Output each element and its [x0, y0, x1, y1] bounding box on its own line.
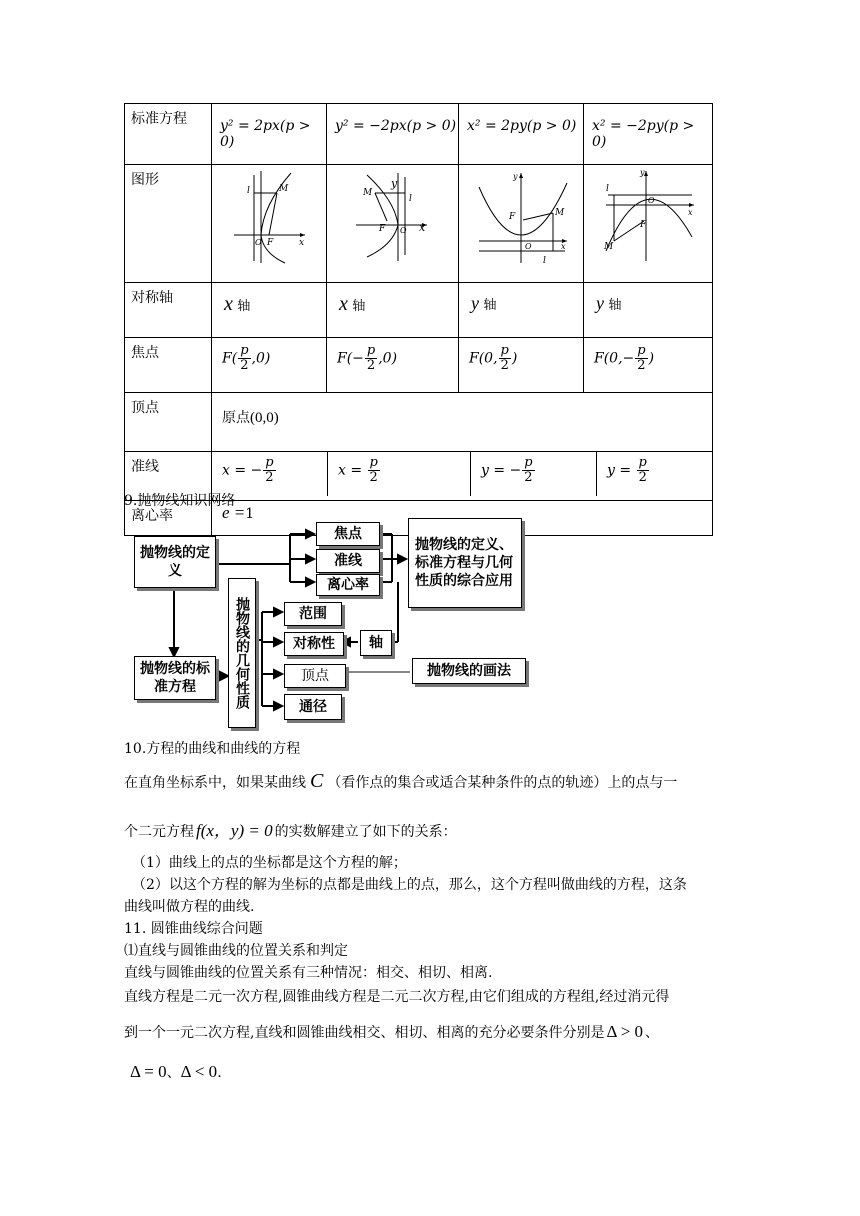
focus-suffix: ,0)	[378, 350, 398, 367]
box-vertex: 顶点	[284, 664, 346, 688]
condition-intersect: Δ > 0	[606, 1022, 644, 1041]
graph-label-l: l	[247, 186, 250, 196]
graph-label-M: M	[279, 184, 289, 194]
fraction-denominator: 2	[638, 470, 647, 485]
section-11-line-3	[124, 1022, 659, 1042]
graph-label-M: M	[604, 242, 614, 252]
graph-label-M: M	[362, 188, 372, 198]
graph-label-M: M	[555, 208, 565, 218]
focus-prefix: F(−	[337, 350, 364, 367]
condition-separate: Δ < 0	[180, 1062, 218, 1081]
fraction-denominator: 2	[369, 470, 378, 485]
text-span: 的实数解建立了如下的关系：	[274, 824, 457, 840]
box-geometric-properties: 抛物线的几何性质	[228, 578, 256, 728]
fraction-numerator: p	[637, 343, 646, 358]
fraction-denominator: 2	[637, 358, 646, 373]
condition-tangent: Δ = 0	[130, 1062, 167, 1081]
eccentricity-value: 1	[245, 506, 255, 522]
row-header: 焦点	[125, 338, 212, 393]
graph-label-l: l	[543, 256, 546, 265]
focus-prefix: F(0,	[469, 350, 498, 367]
graph-label-l: l	[606, 184, 609, 194]
fraction-numerator: p	[240, 343, 249, 358]
section-10-item-2-line-1: （2）以这个方程的解为坐标的点都是曲线上的点，那么，这个方程叫做曲线的方程，这条	[132, 877, 687, 893]
box-range: 范围	[284, 602, 342, 626]
graph-label-O: O	[648, 196, 655, 205]
graph-label-x: x	[418, 221, 425, 234]
section-11-heading: 11. 圆锥曲线综合问题	[124, 921, 263, 937]
fraction-denominator: 2	[366, 358, 376, 373]
graph-label-O: O	[399, 226, 407, 235]
graph-label-y: y	[513, 172, 518, 181]
box-latus-rectum: 通径	[284, 694, 342, 720]
directrix-prefix: x = −	[222, 462, 263, 479]
box-eccentricity: 离心率	[316, 574, 380, 596]
vertex-value: (0,0)	[250, 410, 279, 426]
row-header: 对称轴	[125, 283, 212, 338]
equation: f(x，y) = 0	[196, 821, 273, 840]
section-11-line-1: 直线与圆锥曲线的位置关系有三种情况：相交、相切、相离.	[124, 965, 493, 981]
curve-symbol: C	[310, 770, 324, 792]
fraction-numerator: p	[524, 455, 533, 470]
section-10-item-2-line-2: 曲线叫做方程的曲线.	[124, 899, 255, 915]
separator: 、	[645, 1025, 660, 1041]
axis-letter: x	[224, 293, 233, 315]
focus-prefix: F(0,−	[594, 350, 635, 367]
focus-suffix: ,0)	[251, 350, 271, 367]
focus-suffix: )	[511, 350, 518, 367]
equation-cell: y² = −2px(p > 0)	[327, 104, 459, 165]
graph-label-y: y	[390, 177, 397, 190]
row-header: 顶点	[125, 393, 212, 452]
graph-label-F: F	[378, 224, 385, 234]
graph-label-l: l	[408, 194, 412, 204]
graph-label-y: y	[640, 168, 645, 177]
fraction-numerator: p	[369, 455, 378, 470]
fraction-denominator: 2	[240, 358, 249, 373]
graph-label-F: F	[640, 220, 647, 230]
directrix-prefix: x =	[338, 462, 367, 479]
fraction-denominator: 2	[265, 470, 274, 485]
axis-letter: y	[596, 293, 604, 313]
row-header: 图形	[125, 165, 212, 283]
fraction-denominator: 2	[524, 470, 533, 485]
axis-word: 轴	[608, 298, 622, 313]
section-10-paragraph-line-2	[124, 816, 457, 841]
fraction-numerator: p	[366, 343, 376, 358]
separator: 、	[166, 1065, 181, 1081]
box-directrix: 准线	[316, 549, 380, 573]
focus-prefix: F(	[222, 350, 238, 367]
box-definition: 抛物线的定义	[134, 536, 216, 588]
graph-label-F: F	[267, 238, 274, 248]
axis-letter: x	[339, 293, 348, 315]
row-header: 标准方程	[125, 104, 212, 165]
text-span: 在直角坐标系中，如果某曲线	[124, 775, 306, 791]
directrix-prefix: y = −	[481, 462, 522, 479]
graph-label-x: x	[561, 242, 566, 251]
row-header: 准线	[125, 452, 212, 501]
fraction-denominator: 2	[500, 358, 509, 373]
text-span: 到一个一元二次方程,直线和圆锥曲线相交、相切、相离的充分必要条件分别是	[124, 1025, 605, 1041]
fraction-numerator: p	[638, 455, 647, 470]
graph-label-x: x	[299, 238, 305, 248]
axis-word: 轴	[352, 299, 366, 314]
fraction-numerator: p	[265, 455, 274, 470]
equation-cell: y² = 2px(p > 0)	[212, 104, 327, 165]
graph-label-O: O	[255, 238, 262, 247]
equation-cell: x² = −2py(p > 0)	[584, 104, 713, 165]
graph-label-F: F	[509, 212, 516, 222]
vertex-origin-word: 原点	[222, 410, 250, 426]
period: .	[217, 1065, 222, 1081]
box-focus: 焦点	[316, 522, 380, 546]
section-11-line-4	[130, 1062, 222, 1082]
box-standard-equation: 抛物线的标准方程	[134, 656, 216, 700]
focus-suffix: )	[648, 350, 655, 367]
axis-word: 轴	[237, 299, 251, 314]
box-comprehensive-application: 抛物线的定义、标准方程与几何性质的综合应用	[408, 518, 522, 608]
equation-cell: x² = 2py(p > 0)	[459, 104, 584, 165]
box-symmetry: 对称性	[284, 632, 344, 656]
text-span: 个二元方程	[124, 824, 194, 840]
row-header: 离心率	[125, 501, 212, 536]
section-10-paragraph-line-1	[124, 770, 677, 793]
eccentricity-lhs: e =	[222, 503, 246, 522]
section-10-item-1: （1）曲线上的点的坐标都是这个方程的解；	[132, 855, 407, 871]
axis-word: 轴	[483, 298, 497, 313]
section-11-subheading: ⑴直线与圆锥曲线的位置关系和判定	[124, 943, 348, 959]
section-9-heading: 9.抛物线知识网络	[124, 493, 236, 509]
box-drawing-method: 抛物线的画法	[412, 658, 526, 684]
directrix-prefix: y =	[607, 462, 636, 479]
section-11-line-2: 直线方程是二元一次方程,圆锥曲线方程是二元二次方程,由它们组成的方程组,经过消元得	[124, 989, 670, 1005]
box-axis: 轴	[360, 630, 392, 656]
graph-label-O: O	[525, 242, 532, 251]
axis-letter: y	[471, 293, 479, 313]
fraction-numerator: p	[500, 343, 509, 358]
text-span: （看作点的集合或适合某种条件的点的轨迹）上的点与一	[327, 775, 678, 791]
section-10-heading: 10.方程的曲线和曲线的方程	[124, 741, 301, 757]
graph-label-x: x	[688, 208, 693, 217]
